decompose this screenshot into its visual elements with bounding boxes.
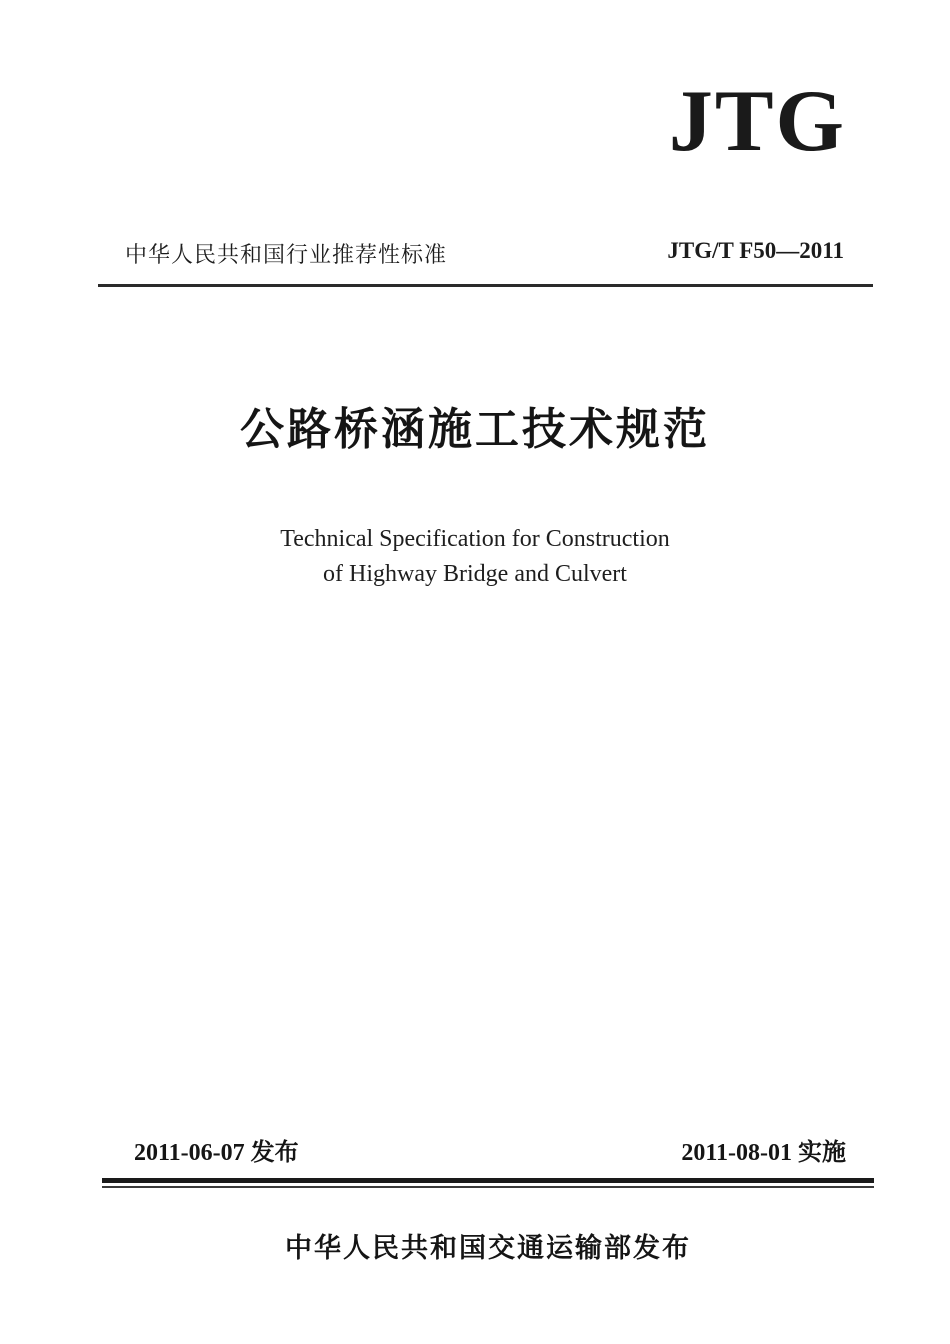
issue-date: 2011-06-07 发布 — [134, 1140, 299, 1166]
publisher: 中华人民共和国交通运输部发布 — [285, 1233, 691, 1264]
english-title — [0, 522, 950, 592]
english-title-line-1: Technical Specification for Construction — [280, 526, 670, 552]
effective-date: 2011-08-01 实施 — [681, 1140, 846, 1166]
page-title: 公路桥涵施工技术规范 — [240, 404, 710, 455]
standard-category: 中华人民共和国行业推荐性标准 — [125, 243, 448, 268]
english-title-line-2: of Highway Bridge and Culvert — [323, 561, 627, 587]
standard-code: JTG/T F50—2011 — [667, 238, 844, 263]
header-divider — [98, 284, 873, 287]
jtg-logo: JTG — [668, 73, 846, 170]
footer-divider-thin — [102, 1186, 874, 1188]
footer-divider-thick — [102, 1178, 874, 1183]
